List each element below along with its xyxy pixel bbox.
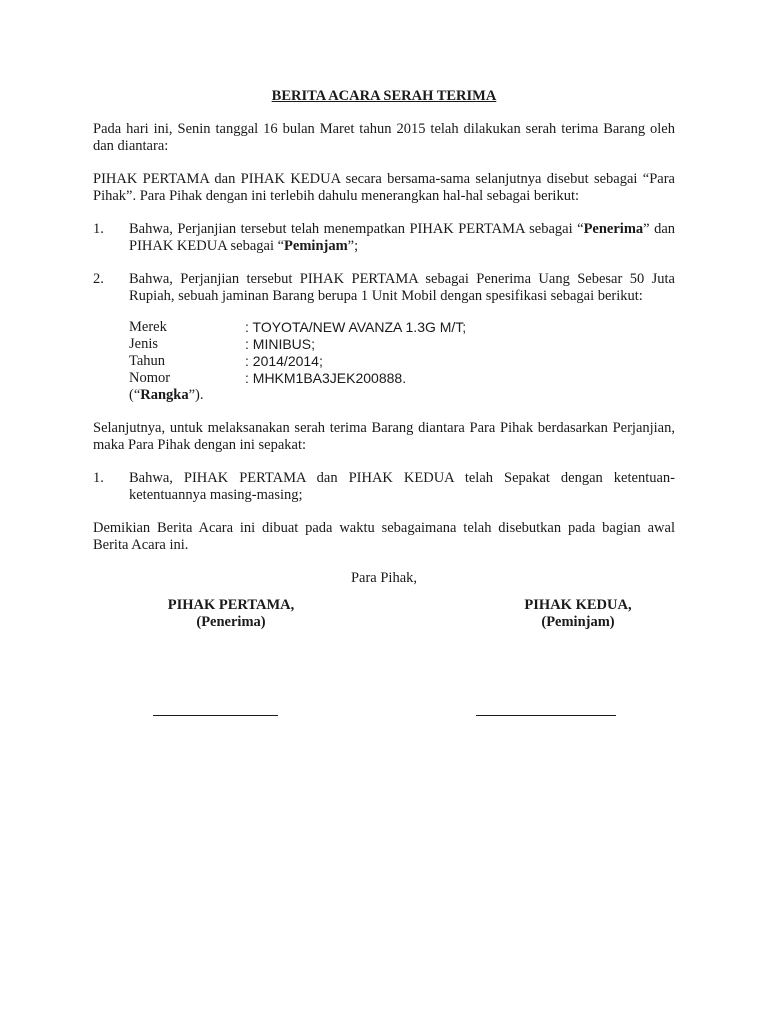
intro-paragraph: Pada hari ini, Senin tanggal 16 bulan Maret tahun 2015 telah dilakukan serah terima Barang oleh dan diantara: — [93, 121, 675, 154]
spec-value: : 2014/2014; — [245, 353, 323, 369]
list-number: 2. — [93, 271, 104, 287]
spec-label: Tahun — [129, 353, 166, 369]
signature-role: (Peminjam) — [541, 614, 615, 630]
parties-heading: Para Pihak, — [350, 570, 418, 586]
bold-term-peminjam: Peminjam — [284, 238, 348, 254]
signature-line-right — [476, 715, 616, 716]
signature-block — [93, 597, 675, 737]
spec-note — [129, 387, 675, 404]
signature-first-party — [151, 597, 311, 631]
list-number: 1. — [93, 221, 104, 237]
parties-paragraph: PIHAK PERTAMA dan PIHAK KEDUA secara bersama-sama selanjutnya disebut sebagai “Para Pihak”. Para Pihak dengan ini terlebih dahulu menerangkan hal-hal sebagai berikut: — [93, 171, 675, 204]
signature-name: PIHAK PERTAMA, — [167, 597, 295, 613]
spec-row-merek — [129, 319, 675, 336]
spec-value: : TOYOTA/NEW AVANZA 1.3G M/T; — [245, 319, 467, 335]
list-item — [93, 221, 675, 255]
note-bold: Rangka — [140, 387, 189, 403]
spec-value: : MHKM1BA3JEK200888. — [245, 370, 407, 386]
list-text: ”; — [347, 238, 359, 254]
note-open: (“ — [129, 387, 141, 403]
list-text: Bahwa, PIHAK PERTAMA dan PIHAK KEDUA telah Sepakat dengan ketentuan-ketentuannya masing-masing; — [129, 470, 675, 503]
spec-value: : MINIBUS; — [245, 336, 316, 352]
agreement-paragraph: Selanjutnya, untuk melaksanakan serah terima Barang diantara Para Pihak berdasarkan Perjanjian, maka Para Pihak dengan ini sepakat: — [93, 420, 675, 453]
document-page — [93, 88, 675, 737]
closing-paragraph: Demikian Berita Acara ini dibuat pada waktu sebagaimana telah disebutkan pada bagian awal Berita Acara ini. — [93, 520, 675, 553]
list-text: Bahwa, Perjanjian tersebut PIHAK PERTAMA sebagai Penerima Uang Sebesar 50 Juta Rupiah, sebuah jaminan Barang berupa 1 Unit Mobil dengan spesifikasi sebagai berikut: — [129, 271, 675, 304]
list-text: Bahwa, Perjanjian tersebut telah menempatkan PIHAK PERTAMA sebagai “ — [129, 221, 584, 237]
spec-label: Jenis — [129, 336, 158, 352]
signature-second-party — [498, 597, 658, 631]
note-close: ”). — [188, 387, 204, 403]
spec-row-jenis — [129, 336, 675, 353]
spec-row-nomor — [129, 370, 675, 387]
document-title: BERITA ACARA SERAH TERIMA — [271, 88, 497, 104]
vehicle-specs — [129, 319, 675, 404]
bold-term-penerima: Penerima — [583, 221, 644, 237]
spec-label: Merek — [129, 319, 167, 335]
signature-name: PIHAK KEDUA, — [524, 597, 632, 613]
list-item — [93, 470, 675, 504]
signature-line-left — [153, 715, 278, 716]
list-number: 1. — [93, 470, 104, 486]
list-item — [93, 271, 675, 305]
signature-role: (Penerima) — [196, 614, 266, 630]
spec-row-tahun — [129, 353, 675, 370]
spec-label: Nomor — [129, 370, 171, 386]
list-text: ” dan PIHAK KEDUA sebagai “ — [129, 221, 676, 254]
